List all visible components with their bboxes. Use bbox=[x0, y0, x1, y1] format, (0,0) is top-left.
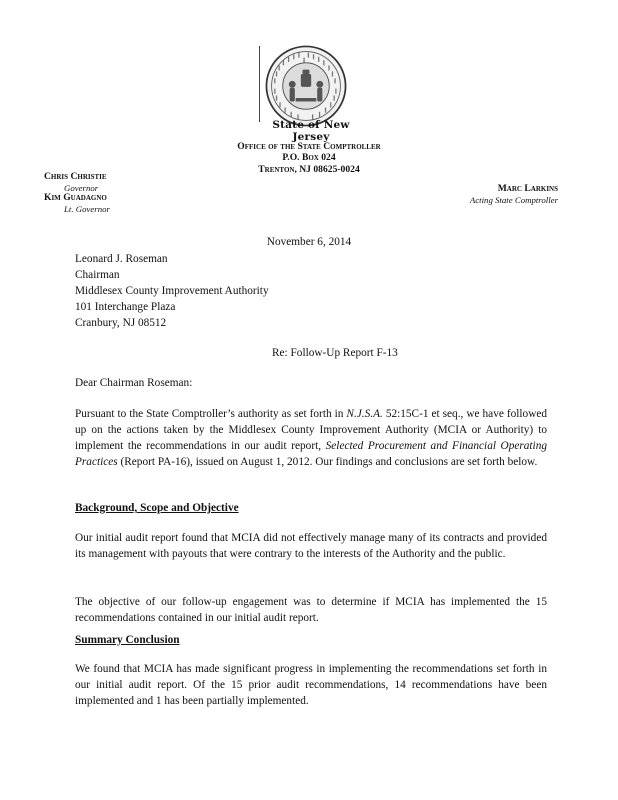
background-paragraph: Our initial audit report found that MCIA did not effectively manage many of its contracts and provided its management with payouts that were contrary to the interests of the Authority and the public. bbox=[75, 532, 547, 560]
statute-citation: N.J.S.A. bbox=[346, 408, 383, 420]
governor-title: Governor bbox=[64, 182, 99, 193]
re-line: Re: Follow-Up Report F-13 bbox=[272, 347, 398, 359]
recipient-organization: Middlesex County Improvement Authority bbox=[75, 285, 269, 297]
office-name: Office of the State Comptroller bbox=[237, 141, 381, 152]
comptroller-block bbox=[470, 184, 558, 205]
summary-paragraph: We found that MCIA has made significant progress in implementing the recommendations set forth in our initial audit report. Of the 15 prior audit recommendations, 14 recommendations have been implemented and 1 has been partially implemented. bbox=[75, 663, 547, 707]
intro-paragraph bbox=[75, 406, 547, 470]
report-title: Selected Procurement and Financial Operating Practices bbox=[75, 440, 547, 468]
letter-date: November 6, 2014 bbox=[266, 236, 352, 248]
comptroller-title: Acting State Comptroller bbox=[469, 194, 558, 205]
heading-background: Background, Scope and Objective bbox=[75, 502, 239, 514]
office-city: Trenton, NJ 08625-0024 bbox=[258, 163, 360, 175]
intro-text-1: Pursuant to the State Comptroller’s authority as set forth in bbox=[75, 408, 347, 420]
lt-governor-title: Lt. Governor bbox=[64, 203, 110, 214]
intro-text-3: (Report PA-16), issued on August 1, 2012. Our findings and conclusions are set forth below. bbox=[117, 456, 538, 468]
salutation: Dear Chairman Roseman: bbox=[75, 377, 193, 389]
state-name: State of New Jersey bbox=[272, 119, 350, 143]
letterhead-rule bbox=[259, 46, 260, 122]
recipient-city: Cranbury, NJ 08512 bbox=[75, 317, 167, 329]
state-seal-icon bbox=[263, 43, 349, 129]
office-address-block bbox=[160, 141, 458, 175]
office-po-box: P.O. Box 024 bbox=[282, 152, 336, 164]
governor-block bbox=[44, 172, 110, 214]
lt-governor-name: Kim Guadagno bbox=[44, 192, 107, 204]
comptroller-name: Marc Larkins bbox=[497, 183, 558, 194]
recipient-address bbox=[75, 251, 269, 331]
objective-paragraph: The objective of our follow-up engagement was to determine if MCIA has implemented the 15 recommendations contained in our initial audit report. bbox=[75, 596, 547, 624]
recipient-title: Chairman bbox=[75, 269, 120, 281]
heading-summary: Summary Conclusion bbox=[75, 634, 180, 646]
intro-text-2: 52:15C-1 et seq., we have followed up on the actions taken by the Middlesex County Improvement Authority (MCIA or Authority) to implement the recommendations in our audit report, bbox=[75, 408, 548, 452]
recipient-street: 101 Interchange Plaza bbox=[75, 301, 176, 313]
governor-name: Chris Christie bbox=[44, 171, 107, 182]
recipient-name: Leonard J. Roseman bbox=[75, 253, 168, 265]
